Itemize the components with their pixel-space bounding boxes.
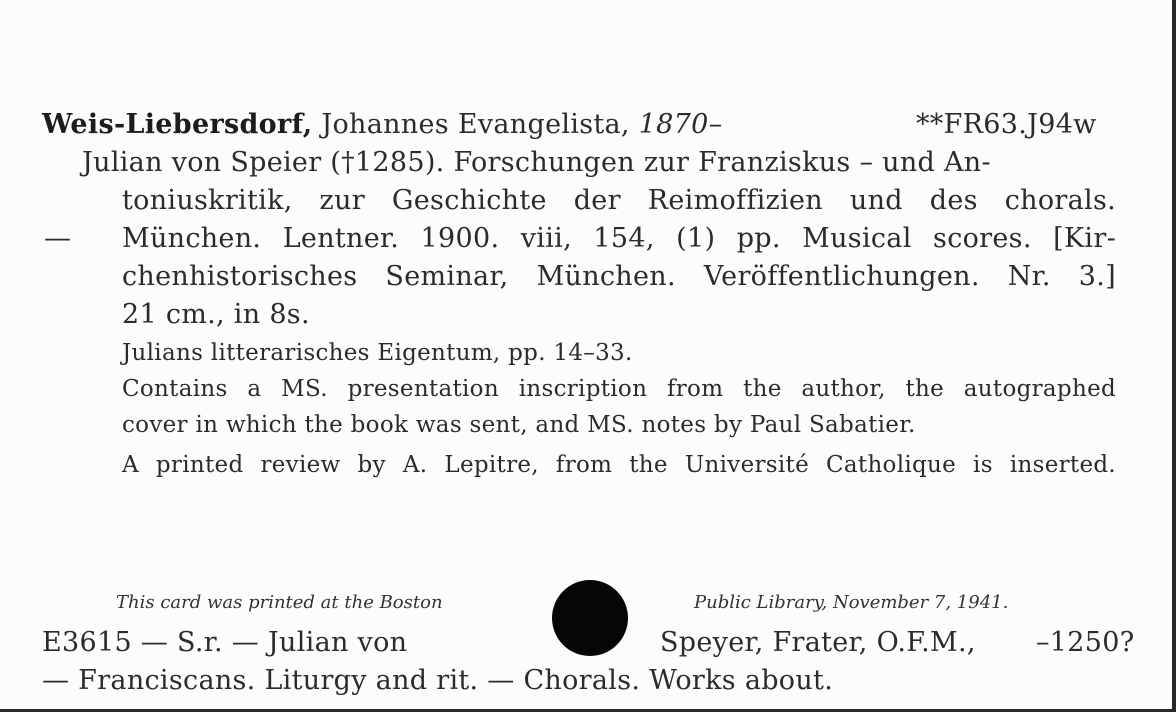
call-number: **FR63.J94w bbox=[916, 109, 1097, 140]
note-2-line-2: cover in which the book was sent, and MS. notes by Paul Sabatier. bbox=[122, 412, 916, 438]
title-line-2: toniuskritik, zur Geschichte der Reimoffizien und des chorals. bbox=[122, 185, 1116, 216]
tracing-dates: –1250? bbox=[1036, 627, 1135, 658]
tracing-line-2: — Franciscans. Liturgy and rit. — Chorals. Works about. bbox=[42, 665, 834, 696]
author-name-bold: Weis-Liebersdorf, bbox=[42, 109, 313, 140]
note-3: A printed review by A. Lepitre, from the Université Catholique is inserted. bbox=[122, 452, 1116, 478]
note-1: Julians litterarisches Eigentum, pp. 14–33. bbox=[122, 340, 633, 366]
title-line-5: 21 cm., in 8s. bbox=[122, 299, 310, 330]
imprint-right: Public Library, November 7, 1941. bbox=[694, 592, 1009, 613]
punch-hole bbox=[552, 580, 628, 656]
dash-marker: — bbox=[44, 223, 72, 254]
main-entry-heading bbox=[42, 108, 722, 142]
tracing-line-1-right: Speyer, Frater, O.F.M., bbox=[660, 627, 976, 658]
imprint-left: This card was printed at the Boston bbox=[116, 592, 443, 613]
title-line-1: Julian von Speier (†1285). Forschungen zur Franziskus – und An- bbox=[82, 147, 991, 178]
author-name-rest: Johannes Evangelista, bbox=[312, 109, 639, 140]
author-dates: 1870– bbox=[638, 109, 723, 140]
title-line-3: München. Lentner. 1900. viii, 154, (1) pp. Musical scores. [Kir- bbox=[122, 223, 1116, 254]
tracing-line-1-left: E3615 — S.r. — Julian von bbox=[42, 627, 408, 658]
note-2-line-1: Contains a MS. presentation inscription from the author, the autographed bbox=[122, 376, 1116, 402]
title-line-4: chenhistorisches Seminar, München. Veröffentlichungen. Nr. 3.] bbox=[122, 261, 1116, 292]
